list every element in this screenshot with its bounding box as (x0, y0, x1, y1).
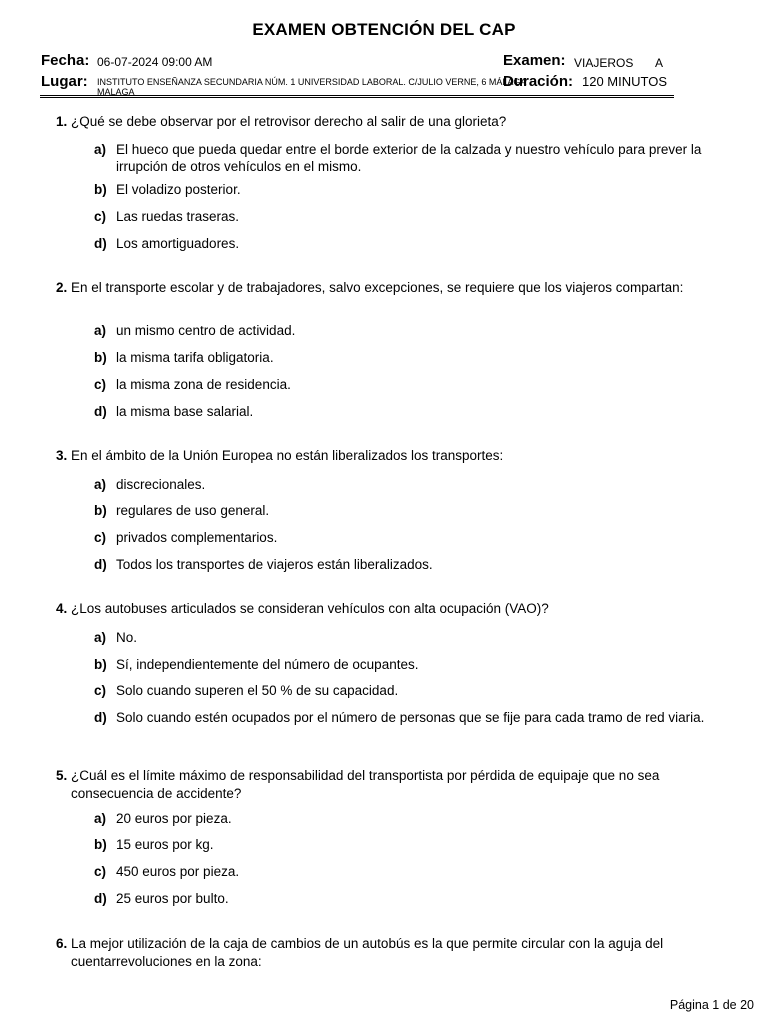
option-letter: d) (94, 891, 107, 906)
question-text: La mejor utilización de la caja de cambios de un autobús es la que permite circular con la aguja del cuentarrevoluciones en la zona: (71, 936, 664, 969)
option-text: la misma base salarial. (116, 404, 254, 419)
option-letter: c) (94, 864, 107, 879)
fecha-value: 06-07-2024 09:00 AM (97, 55, 213, 69)
option-letter: b) (94, 182, 107, 197)
option-text: Los amortiguadores. (116, 236, 240, 251)
option-text: No. (116, 630, 138, 645)
option-3b (94, 502, 714, 519)
option-letter: d) (94, 236, 107, 251)
question-number: 2. (56, 280, 68, 295)
option-text: Solo cuando estén ocupados por el número de personas que se fije para cada tramo de red viaria. (116, 710, 705, 725)
question-text: ¿Qué se debe observar por el retrovisor derecho al salir de una glorieta? (71, 114, 507, 129)
question-4 (56, 600, 716, 618)
option-4d (94, 709, 714, 726)
option-1a (94, 141, 714, 175)
option-5a (94, 810, 714, 827)
question-number: 6. (56, 936, 68, 951)
option-text: privados complementarios. (116, 530, 278, 545)
option-text: la misma tarifa obligatoria. (116, 350, 274, 365)
option-3d (94, 556, 714, 573)
option-5c (94, 863, 714, 880)
exam-title: EXAMEN OBTENCIÓN DEL CAP (252, 20, 516, 39)
option-text: El hueco que pueda quedar entre el borde exterior de la calzada y nuestro vehículo para prever la irrupción de otros vehículos en el mismo. (116, 142, 702, 174)
option-3a (94, 476, 714, 493)
question-number: 1. (56, 114, 68, 129)
question-text: En el transporte escolar y de trabajadores, salvo excepciones, se requiere que los viajeros compartan: (71, 280, 684, 295)
option-text: discrecionales. (116, 477, 206, 492)
examen-value: VIAJEROS (574, 56, 634, 70)
option-2b (94, 349, 714, 366)
header-rule (40, 95, 674, 96)
option-letter: c) (94, 209, 107, 224)
option-letter: b) (94, 837, 107, 852)
option-letter: a) (94, 630, 107, 645)
option-text: un mismo centro de actividad. (116, 323, 296, 338)
examen-label: Examen: (503, 52, 566, 69)
option-letter: b) (94, 657, 107, 672)
option-letter: b) (94, 350, 107, 365)
option-1b (94, 181, 714, 198)
lugar-label: Lugar: (41, 73, 88, 90)
fecha-label: Fecha: (41, 52, 90, 69)
question-number: 5. (56, 768, 68, 783)
question-1 (56, 113, 716, 131)
option-text: regulares de uso general. (116, 503, 270, 518)
option-text: 25 euros por bulto. (116, 891, 229, 906)
lugar-value-line2: MALAGA (97, 87, 135, 97)
option-letter: d) (94, 557, 107, 572)
duracion-label: Duración: (503, 73, 574, 90)
option-letter: a) (94, 477, 107, 492)
lugar-value: INSTITUTO ENSEÑANZA SECUNDARIA NÚM. 1 UNIVERSIDAD LABORAL. C/JULIO VERNE, 6 MÁLAGA (97, 77, 527, 87)
option-letter: c) (94, 377, 107, 392)
option-letter: a) (94, 811, 107, 826)
option-text: 15 euros por kg. (116, 837, 214, 852)
duracion-value: 120 MINUTOS (582, 74, 668, 89)
option-letter: c) (94, 683, 107, 698)
option-letter: d) (94, 710, 107, 725)
option-2c (94, 376, 714, 393)
header-rule (40, 97, 674, 98)
option-4c (94, 682, 714, 699)
option-letter: b) (94, 503, 107, 518)
option-2d (94, 403, 714, 420)
question-number: 3. (56, 448, 68, 463)
option-1c (94, 208, 714, 225)
option-text: Sí, independientemente del número de ocupantes. (116, 657, 419, 672)
option-text: 450 euros por pieza. (116, 864, 240, 879)
question-text: ¿Los autobuses articulados se consideran vehículos con alta ocupación (VAO)? (71, 601, 549, 616)
option-5b (94, 836, 714, 853)
question-3 (56, 447, 716, 465)
option-text: El voladizo posterior. (116, 182, 241, 197)
question-6 (56, 935, 716, 971)
question-5 (56, 767, 716, 803)
option-text: Todos los transportes de viajeros están liberalizados. (116, 557, 433, 572)
option-text: Las ruedas traseras. (116, 209, 240, 224)
option-letter: a) (94, 142, 107, 157)
page-number: Página 1 de 20 (669, 998, 754, 1012)
question-text: En el ámbito de la Unión Europea no están liberalizados los transportes: (71, 448, 504, 463)
question-2 (56, 279, 716, 297)
option-letter: c) (94, 530, 107, 545)
examen-model: A (655, 56, 664, 70)
question-text: ¿Cuál es el límite máximo de responsabilidad del transportista por pérdida de equipaje que no sea consecuencia de accidente? (71, 768, 660, 801)
option-5d (94, 890, 714, 907)
option-text: la misma zona de residencia. (116, 377, 291, 392)
option-text: Solo cuando superen el 50 % de su capacidad. (116, 683, 399, 698)
question-number: 4. (56, 601, 68, 616)
option-letter: a) (94, 323, 107, 338)
option-4a (94, 629, 714, 646)
option-text: 20 euros por pieza. (116, 811, 232, 826)
option-1d (94, 235, 714, 252)
option-letter: d) (94, 404, 107, 419)
option-4b (94, 656, 714, 673)
option-2a (94, 322, 714, 339)
option-3c (94, 529, 714, 546)
